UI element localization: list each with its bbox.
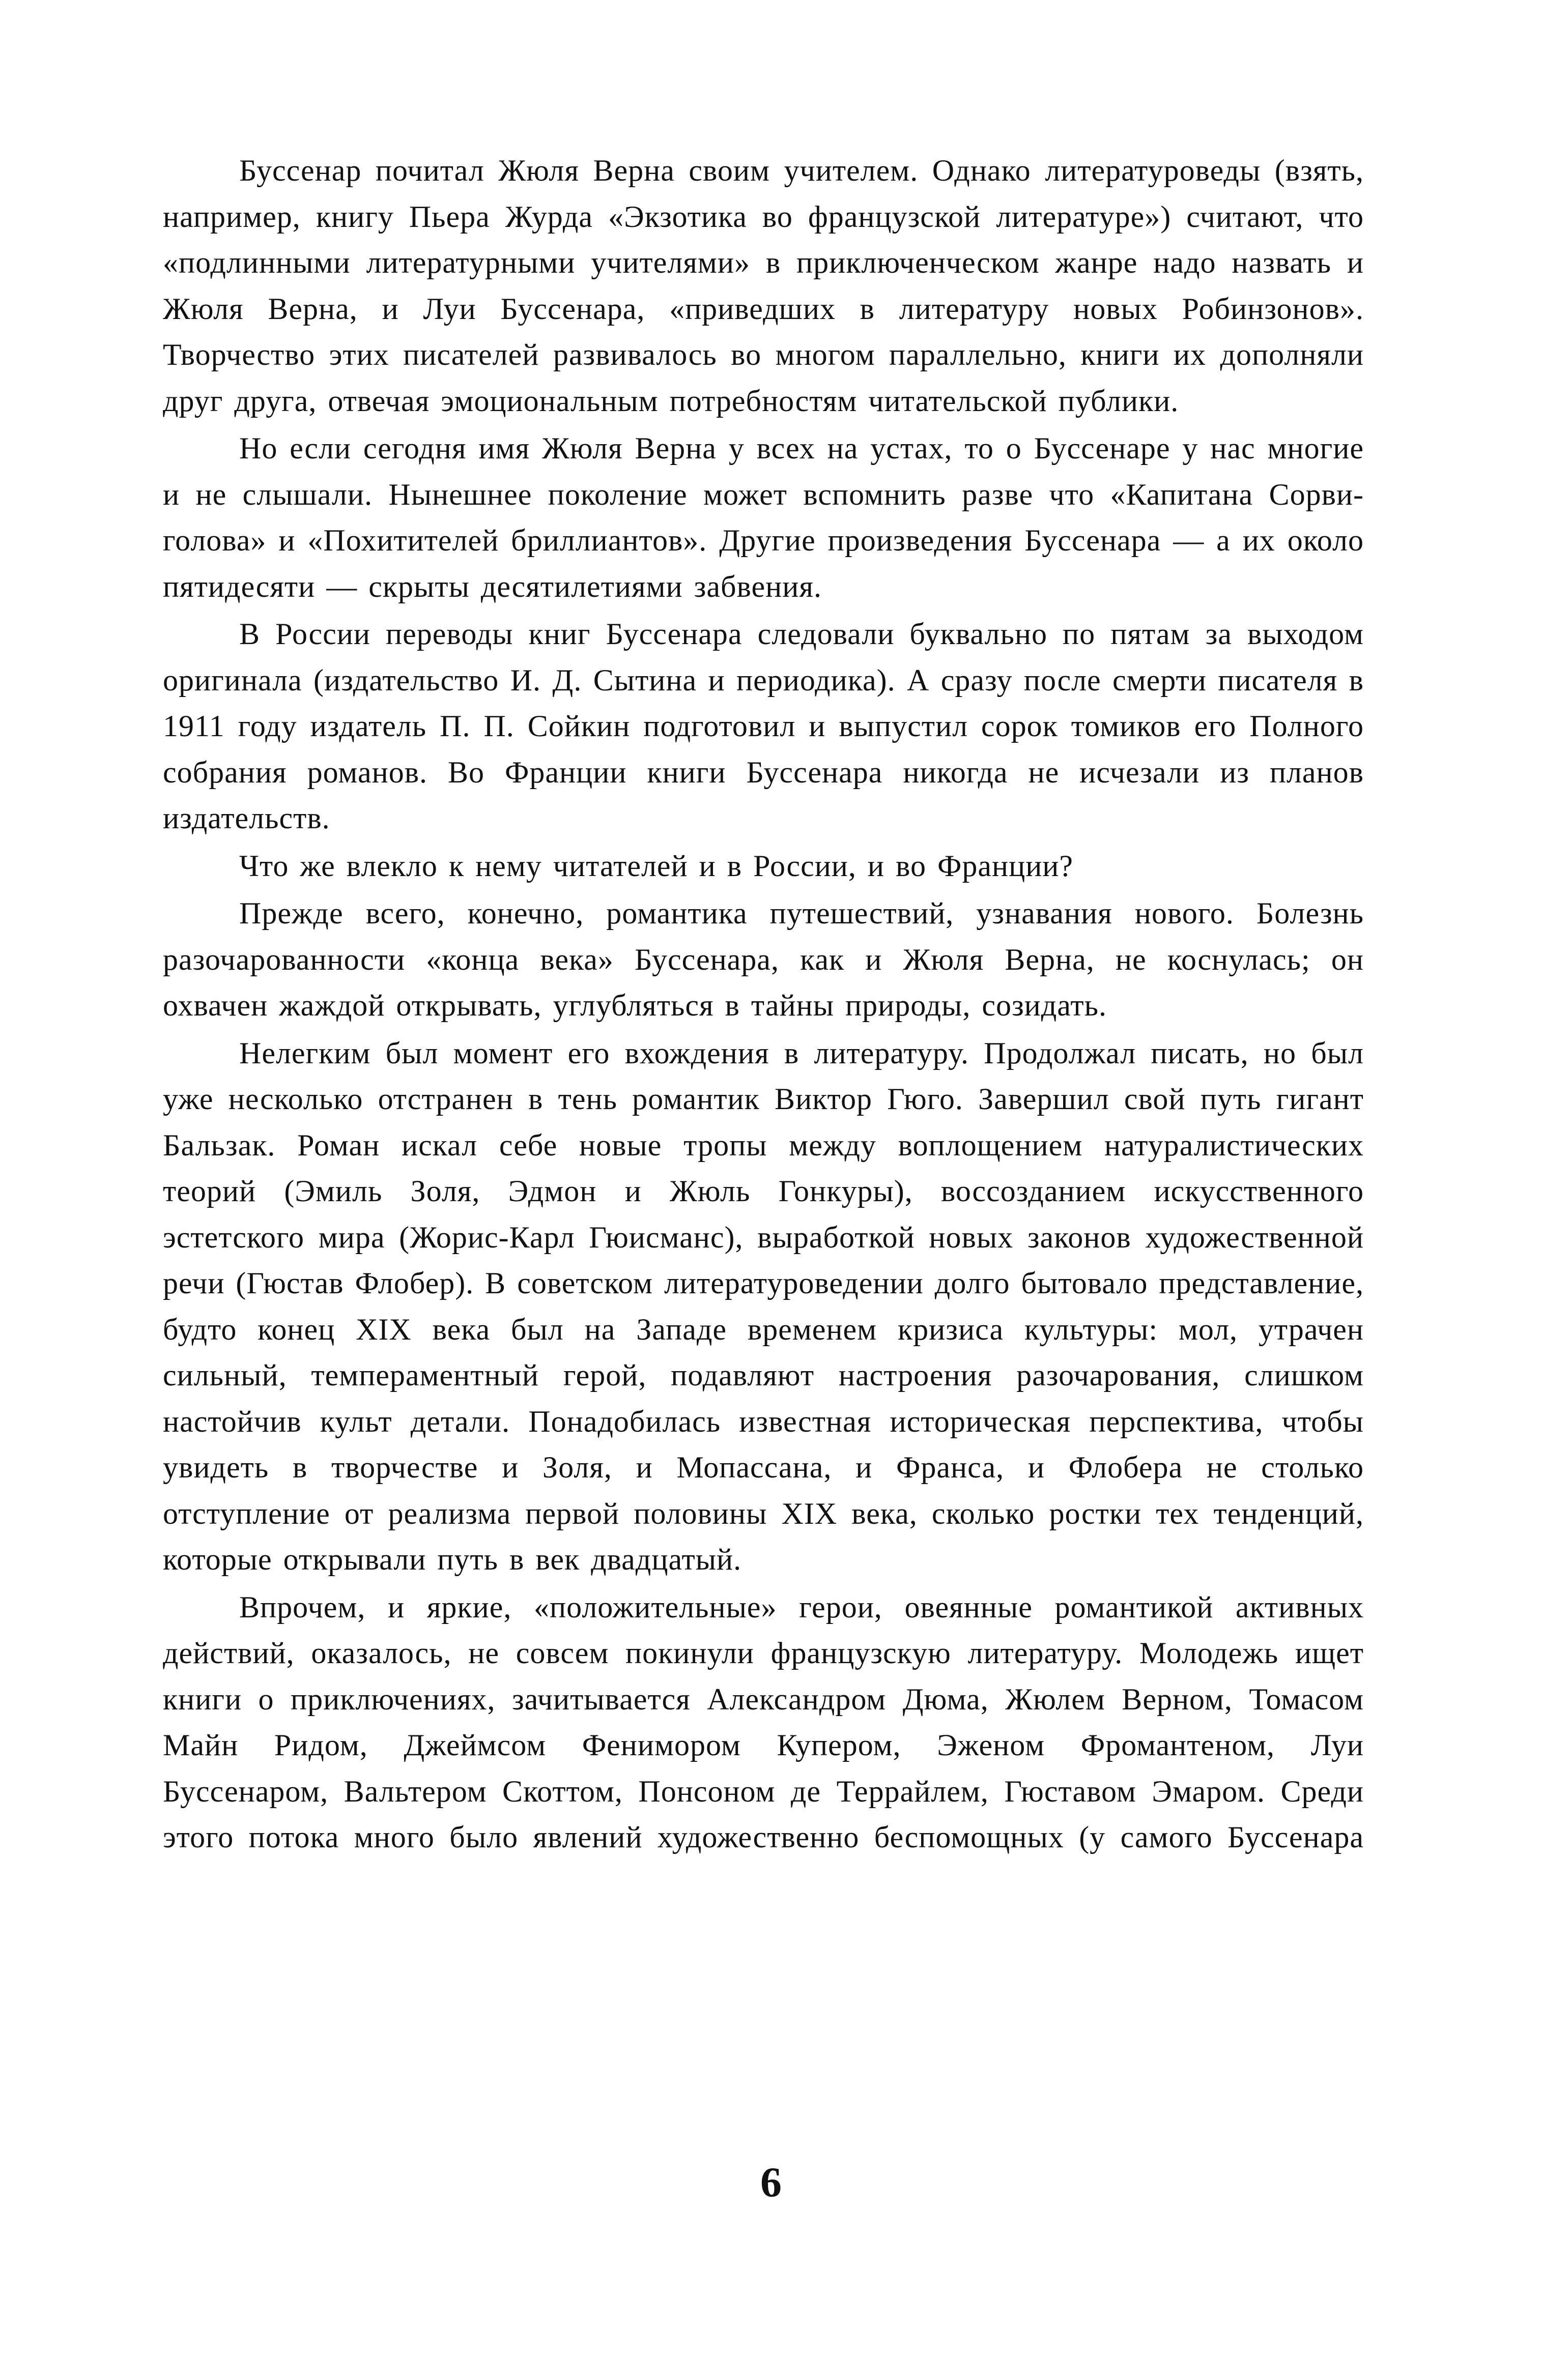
paragraph-4: Что же влекло к нему читателей и в России, и во Франции? [239, 849, 1074, 883]
paragraph-7: Впрочем, и яркие, «положительные» герои, овеянные романтикой активных действий, оказалось, не совсем покинули французскую литературу. Молодежь ищет книги о приключениях, зачитывается Александром Дюма, Жюлем Верном, Томасом Майн Ридом, Джеймсом Фенимором Купером, Эженом Фромантеном, Луи Буссенаром, Вальтером Скоттом, Понсоном де Террайлем, Гюставом Эмаром. Среди этого потока много было явлений художественно беспомощных (у самого Буссенара [163, 1590, 1364, 1854]
body-text [163, 148, 1364, 1862]
paragraph-5: Прежде всего, конечно, романтика путешествий, узнавания нового. Болезнь разочарованности «конца века» Буссенара, как и Жюля Верна, не коснулась; он охвачен жаждой открывать, углубляться в тайны природы, созидать. [163, 896, 1364, 1022]
paragraph-6: Нелегким был момент его вхождения в литературу. Продолжал писать, но был уже несколько отстранен в тень романтик Виктор Гюго. Завершил свой путь гигант Бальзак. Роман искал себе новые тропы между воплощением натуралистических теорий (Эмиль Золя, Эдмон и Жюль Гонкуры), воссозданием искусственного эстетского мира (Жорис-Карл Гюисманс), выработкой новых законов художественной речи (Гюстав Флобер). В советском литературоведении долго бытовало представление, будто конец XIX века был на Западе временем кризиса культуры: мол, утрачен сильный, темпераментный герой, подавляют настроения разочарования, слишком настойчив культ детали. Понадобилась известная историческая перспектива, чтобы увидеть в творчестве и Золя, и Мопассана, и Франса, и Флобера не столько отступление от реализма первой половины XIX века, сколько ростки тех тенденций, которые открывали путь в век двадцатый. [163, 1036, 1364, 1576]
paragraph-3: В России переводы книг Буссенара следовали буквально по пятам за выходом оригинала (издательство И. Д. Сытина и периодика). А сразу после смерти писателя в 1911 году издатель П. П. Сойкин подготовил и выпустил сорок томиков его Полного собрания романов. Во Франции книги Буссенара никогда не исчезали из планов издательств. [163, 617, 1364, 835]
page-number: 6 [760, 2159, 782, 2206]
paragraph-1: Буссенар почитал Жюля Верна своим учителем. Однако литературоведы (взять, например, книгу Пьера Журда «Экзотика во французской литературе») считают, что «подлинными литературными учителями» в приключенческом жанре надо назвать и Жюля Верна, и Луи Буссенара, «приведших в литературу новых Робинзонов». Творчество этих писателей развивалось во многом параллельно, книги их дополняли друг друга, отвечая эмоциональным потребностям читательской публики. [163, 154, 1364, 418]
paragraph-2: Но если сегодня имя Жюля Верна у всех на устах, то о Буссенаре у нас многие и не слышали. Нынешнее поколение может вспомнить разве что «Капитана Сорви-голова» и «Похитителей бриллиантов». Другие произведения Буссенара — а их около пятидесяти — скрыты десятилетиями забвения. [163, 431, 1364, 603]
